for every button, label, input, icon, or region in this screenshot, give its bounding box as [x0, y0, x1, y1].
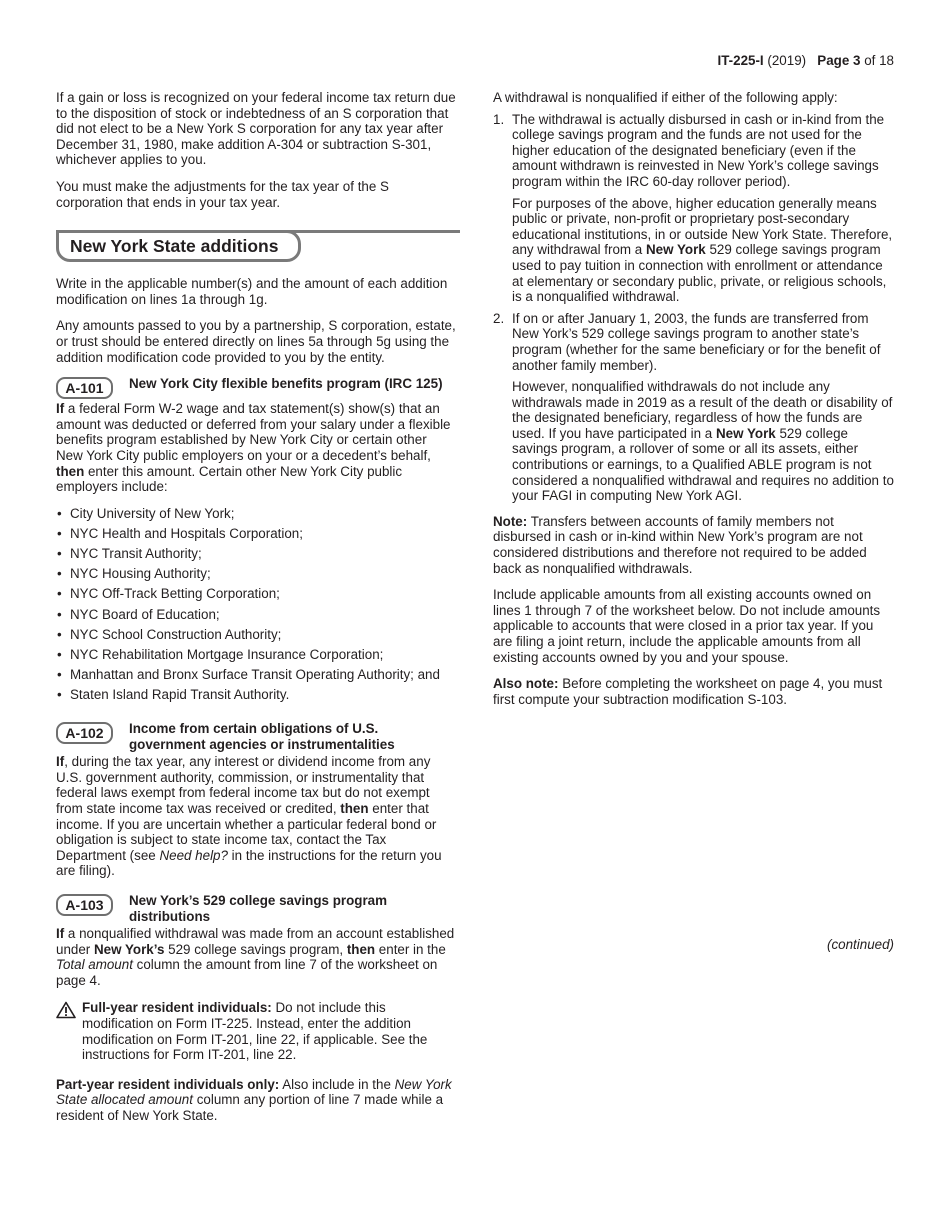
form-number: IT-225-I [717, 53, 764, 68]
transfers-note: Note: Transfers between accounts of family members not disbursed in cash or in-kind within New York’s program are not considered distributions and therefore not required to be added back as nonqualified withdrawals. [493, 513, 867, 576]
a103-code-badge: A-103 [56, 894, 113, 916]
passthrough-instructions: Any amounts passed to you by a partnership, S corporation, estate, or trust should be entered directly on lines 5a through 5g using the addition modification code provided to you by the entity. [56, 318, 456, 365]
warning-icon [56, 1001, 76, 1019]
a103-title: New York’s 529 college savings program distributions [129, 892, 388, 924]
a102-heading [56, 721, 456, 752]
list-item: • Staten Island Rapid Transit Authority. [56, 687, 456, 703]
a102-code-badge: A-102 [56, 722, 113, 744]
page-number: Page 3 [817, 53, 861, 68]
list-item: • NYC Transit Authority; [56, 546, 456, 562]
s-corp-adjust-paragraph: You must make the adjustments for the tax year of the S corporation that ends in your tax year. [56, 178, 389, 210]
continued-label: (continued) [827, 937, 894, 952]
right-column [493, 90, 895, 718]
list-item: • NYC Health and Hospitals Corporation; [56, 526, 456, 542]
page-header [718, 53, 895, 69]
section-heading [56, 230, 456, 264]
a101-code-badge: A-101 [56, 377, 113, 399]
a101-title: New York City flexible benefits program (IRC 125) [129, 376, 443, 392]
list-item: • NYC Housing Authority; [56, 566, 456, 582]
form-year: (2019) [767, 53, 807, 68]
a101-body: If a federal Form W-2 wage and tax statement(s) show(s) that an amount was deducted or deferred from your salary under a flexible benefits program established by New York City or certain other New York City public employers on your or a decedent’s behalf, then enter this amount. Certain other New York City public employers include: [56, 401, 451, 495]
list-item: • NYC Board of Education; [56, 607, 456, 623]
list-item: 2. If on or after January 1, 2003, the funds are transferred from New York’s 529 college savings program to another state’s program (whether for the same beneficiary or for the benefit of another family member). However, nonqualified withdrawals do not include any withdrawals made in 2019 as a result of the death or disability of the designated beneficiary, regardless of how the funds are used. If you have participated in a New York 529 college savings program, a rollover of some or all its assets, either contributions or earnings, to a Qualified ABLE program is not considered a nonqualified withdrawal and requires no addition to your FAGI in computing New York AGI. [493, 310, 894, 504]
list-item: • Manhattan and Bronx Surface Transit Operating Authority; and [56, 667, 456, 683]
a101-employer-list [56, 506, 456, 703]
a103-heading [56, 893, 456, 924]
part-year-paragraph: Part-year resident individuals only: Also include in the New York State allocated amount column any portion of line 7 made while a resident of New York State. [56, 1076, 452, 1124]
list-item: • NYC Rehabilitation Mortgage Insurance Corporation; [56, 647, 456, 663]
a103-body: If a nonqualified withdrawal was made from an account established under New York’s 529 college savings program, then enter in the Total amount column the amount from line 7 of the worksheet on page 4. [56, 926, 455, 988]
full-year-warning: Full-year resident individuals: Do not include this modification on Form IT-225. Instead, enter the addition modification on Form IT-201, line 22, if applicable. See the instructions for Form IT-201, line 22. [56, 1000, 456, 1062]
list-item: • City University of New York; [56, 506, 456, 522]
include-amounts-paragraph: Include applicable amounts from all existing accounts owned on lines 1 through 7 of the worksheet below. Do not include amounts applicable to accounts that were closed in a prior tax year. If you are filing a joint return, include the applicable amounts from all existing accounts owned by you and your spouse. [493, 587, 881, 665]
left-column [56, 90, 456, 1135]
nonqualified-conditions-list [493, 112, 895, 504]
list-item: 1. The withdrawal is actually disbursed in cash or in-kind from the college savings program and the funds are not used for the higher education of the designated beneficiary (even if the amount withdrawn is reinvested in New York’s college savings program within the IRC 60-day rollover period). For purposes of the above, higher education generally means public or private, non-profit or proprietary post-secondary educational institutions, in or outside New York State. Therefore, any withdrawal from a New York 529 college savings program used to pay tuition in connection with enrollment or attendance at elementary or secondary public, private, or religious schools, is a nonqualified withdrawal. [493, 111, 893, 305]
page-total: of 18 [864, 53, 894, 68]
section-title: New York State additions [56, 230, 301, 262]
s-corp-paragraph: If a gain or loss is recognized on your federal income tax return due to the disposition of stock or indebtedness of an S corporation that did not elect to be a New York S corporation for any tax year after December 31, 1980, make addition A-304 or subtraction S-301, whichever applies to you. [56, 90, 456, 168]
nonqualified-intro: A withdrawal is nonqualified if either of the following apply: [493, 90, 838, 105]
a102-title: Income from certain obligations of U.S. government agencies or instrumentalities [129, 720, 395, 752]
list-item: • NYC Off-Track Betting Corporation; [56, 586, 456, 602]
a101-heading [56, 376, 456, 399]
a102-body: If, during the tax year, any interest or dividend income from any U.S. government authority, commission, or instrumentality that federal laws exempt from federal income tax but do not exempt from state income tax was received or credited, then enter that income. If you are uncertain whether a particular federal bond or obligation is subject to state income tax, contact the Tax Department (see Need help? in the instructions for the return you are filing). [56, 754, 442, 879]
list-item: • NYC School Construction Authority; [56, 627, 456, 643]
additions-instructions: Write in the applicable number(s) and the amount of each addition modification on lines 1a through 1g. [56, 276, 448, 307]
also-note: Also note: Before completing the worksheet on page 4, you must first compute your subtraction modification S-103. [493, 676, 883, 707]
